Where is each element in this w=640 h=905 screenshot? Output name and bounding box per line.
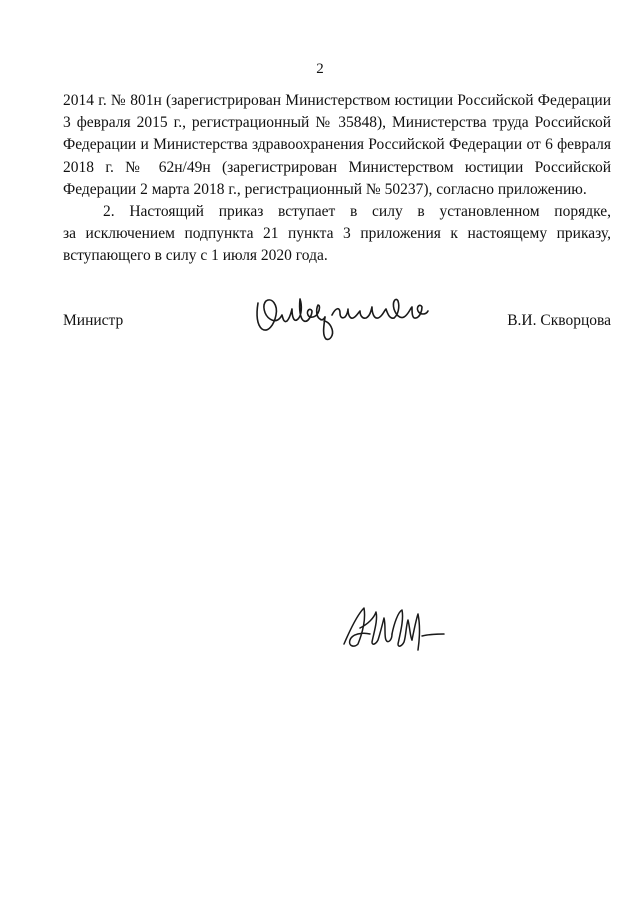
handwritten-signature bbox=[250, 285, 435, 345]
paragraph-2-line: за исключением подпункта 21 пункта 3 приложения к настоящему приказу, bbox=[63, 225, 611, 243]
paragraph-1-line: 3 февраля 2015 г., регистрационный № 35848), Министерства труда Российской bbox=[63, 114, 611, 132]
paragraph-2-line: вступающего в силу с 1 июля 2020 года. bbox=[63, 247, 328, 265]
paragraph-2 bbox=[63, 201, 611, 268]
signatory-name: В.И. Скворцова bbox=[507, 312, 611, 329]
paragraph-1-line: Федерации 2 марта 2018 г., регистрационный № 50237), согласно приложению. bbox=[63, 180, 587, 198]
paragraph-1 bbox=[63, 90, 611, 201]
document-body bbox=[63, 90, 611, 268]
page-number: 2 bbox=[316, 61, 324, 77]
handwritten-initials bbox=[338, 600, 448, 655]
paragraph-1-line: 2014 г. № 801н (зарегистрирован Министерством юстиции Российской Федерации bbox=[63, 92, 611, 109]
paragraph-1-line: Федерации и Министерства здравоохранения Российской Федерации от 6 февраля bbox=[63, 136, 611, 154]
paragraph-2-line: 2. Настоящий приказ вступает в силу в установленном порядке, bbox=[103, 203, 611, 221]
paragraph-1-line: 2018 г. № 62н/49н (зарегистрирован Министерством юстиции Российской bbox=[63, 158, 611, 176]
signatory-role: Министр bbox=[63, 312, 124, 329]
